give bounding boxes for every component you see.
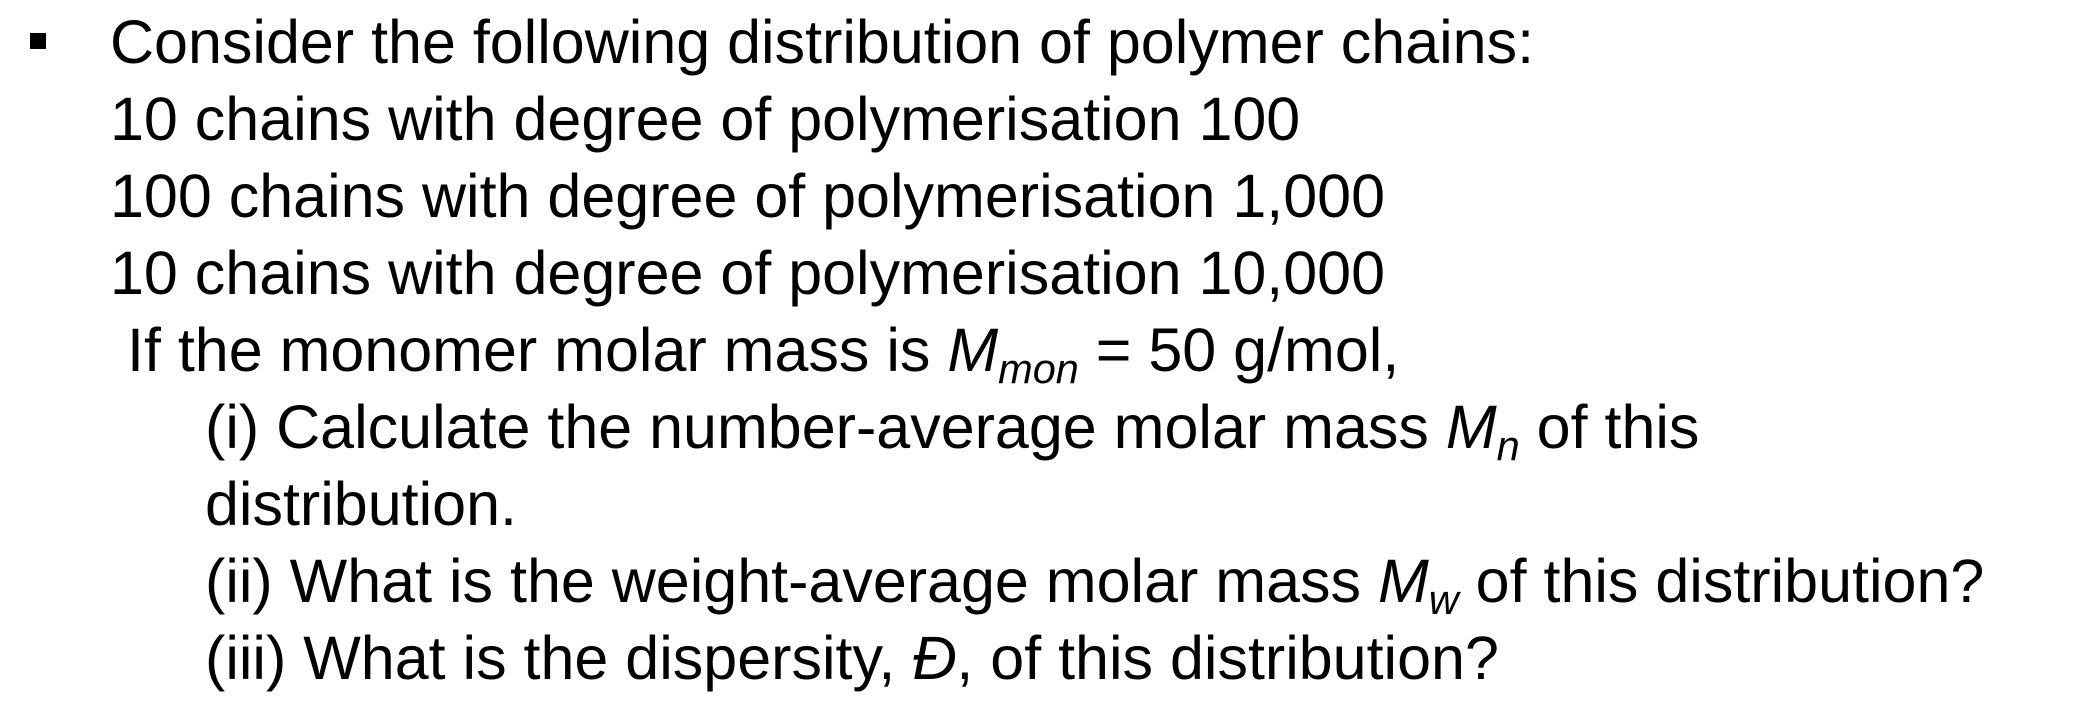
- part-i-suffix: of this: [1519, 393, 1700, 461]
- part-i-prefix: (i) Calculate the number-average molar mass: [205, 393, 1446, 461]
- condition-suffix: = 50 g/mol,: [1078, 316, 1400, 384]
- mw-symbol: M: [1377, 547, 1429, 615]
- part-i-line: [205, 393, 1700, 470]
- chain-line-1: 10 chains with degree of polymerisation 100: [110, 85, 1301, 153]
- part-iii-line: [205, 624, 1499, 692]
- part-iii-suffix: , of this distribution?: [956, 624, 1499, 692]
- part-i-continuation: distribution.: [205, 470, 517, 538]
- bullet-square-icon: [30, 33, 46, 49]
- condition-prefix: If the monomer molar mass is: [127, 316, 948, 384]
- part-iii-prefix: (iii) What is the dispersity,: [205, 624, 913, 692]
- part-ii-prefix: (ii) What is the weight-average molar mass: [205, 547, 1378, 615]
- monomer-condition: [127, 316, 1400, 393]
- molar-mass-subscript: mon: [998, 345, 1079, 393]
- part-ii-suffix: of this distribution?: [1458, 547, 1985, 615]
- part-ii-line: [205, 547, 1985, 624]
- dispersity-symbol: Đ: [912, 624, 957, 692]
- mn-subscript: n: [1496, 422, 1520, 470]
- chain-line-2: 100 chains with degree of polymerisation 1,000: [110, 162, 1386, 230]
- mn-symbol: M: [1445, 393, 1497, 461]
- molar-mass-symbol: M: [947, 316, 999, 384]
- question-intro: Consider the following distribution of polymer chains:: [110, 8, 1535, 76]
- chain-line-3: 10 chains with degree of polymerisation 10,000: [110, 239, 1386, 307]
- mw-subscript: w: [1428, 576, 1459, 624]
